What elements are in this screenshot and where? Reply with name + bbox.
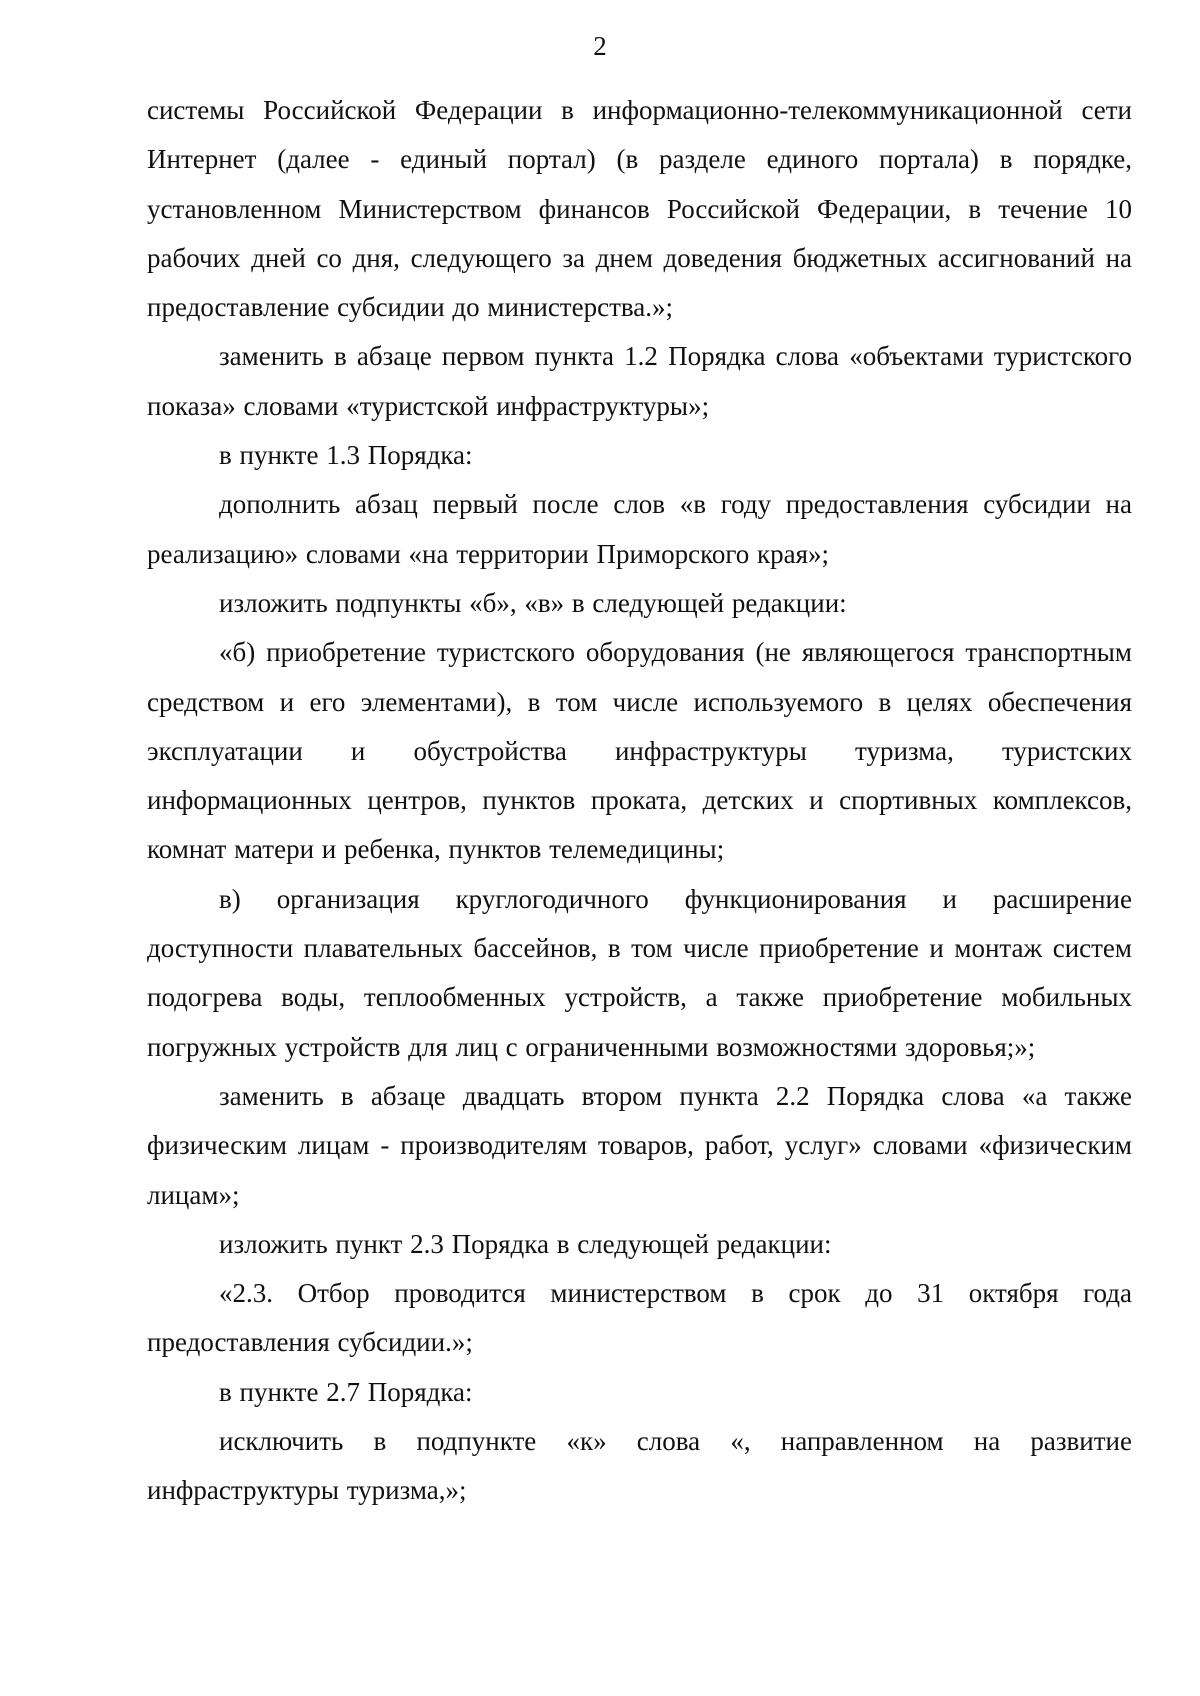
- paragraph-5: изложить подпункты «б», «в» в следующей редакции:: [219, 587, 847, 618]
- paragraph-6: «б) приобретение туристского оборудования (не являющегося транспортным средством и его элементами), в том числе используемого в целях обеспечения эксплуатации и обустройства инфраструктуры туризма, туристских информационных центров, пунктов проката, детских и спортивных комплексов, комнат матери и ребенка, пунктов телемедицины;: [147, 637, 1132, 865]
- paragraph-9: изложить пункт 2.3 Порядка в следующей редакции:: [219, 1228, 832, 1259]
- paragraph-7: в) организация круглогодичного функционирования и расширение доступности плавательных бассейнов, в том числе приобретение и монтаж систем подогрева воды, теплообменных устройств, а также приобретение мобильных погружных устройств для лиц с ограниченными возможностями здоровья;»;: [147, 883, 1132, 1062]
- paragraph-2: заменить в абзаце первом пункта 1.2 Порядка слова «объектами туристского показа» словами «туристской инфраструктуры»;: [147, 341, 1132, 421]
- page-number: 2: [593, 31, 607, 61]
- paragraph-12: исключить в подпункте «к» слова «, направленном на развитие инфраструктуры туризма,»;: [147, 1426, 1132, 1506]
- paragraph-4: дополнить абзац первый после слов «в году предоставления субсидии на реализацию» словами «на территории Приморского края»;: [147, 489, 1132, 569]
- paragraph-1: системы Российской Федерации в информационно-телекоммуникационной сети Интернет (далее - единый портал) (в разделе единого портала) в порядке, установленном Министерством финансов Российской Федерации, в течение 10 рабочих дней со дня, следующего за днем доведения бюджетных ассигнований на предоставление субсидии до министерства.»;: [147, 95, 1132, 323]
- paragraph-3: в пункте 1.3 Порядка:: [219, 440, 473, 471]
- document-body: [147, 86, 1132, 1516]
- paragraph-11: в пункте 2.7 Порядка:: [219, 1376, 473, 1407]
- paragraph-10: «2.3. Отбор проводится министерством в срок до 31 октября года предоставления субсидии.»;: [147, 1278, 1132, 1358]
- paragraph-8: заменить в абзаце двадцать втором пункта 2.2 Порядка слова «а также физическим лицам - производителям товаров, работ, услуг» словами «физическим лицам»;: [147, 1080, 1132, 1210]
